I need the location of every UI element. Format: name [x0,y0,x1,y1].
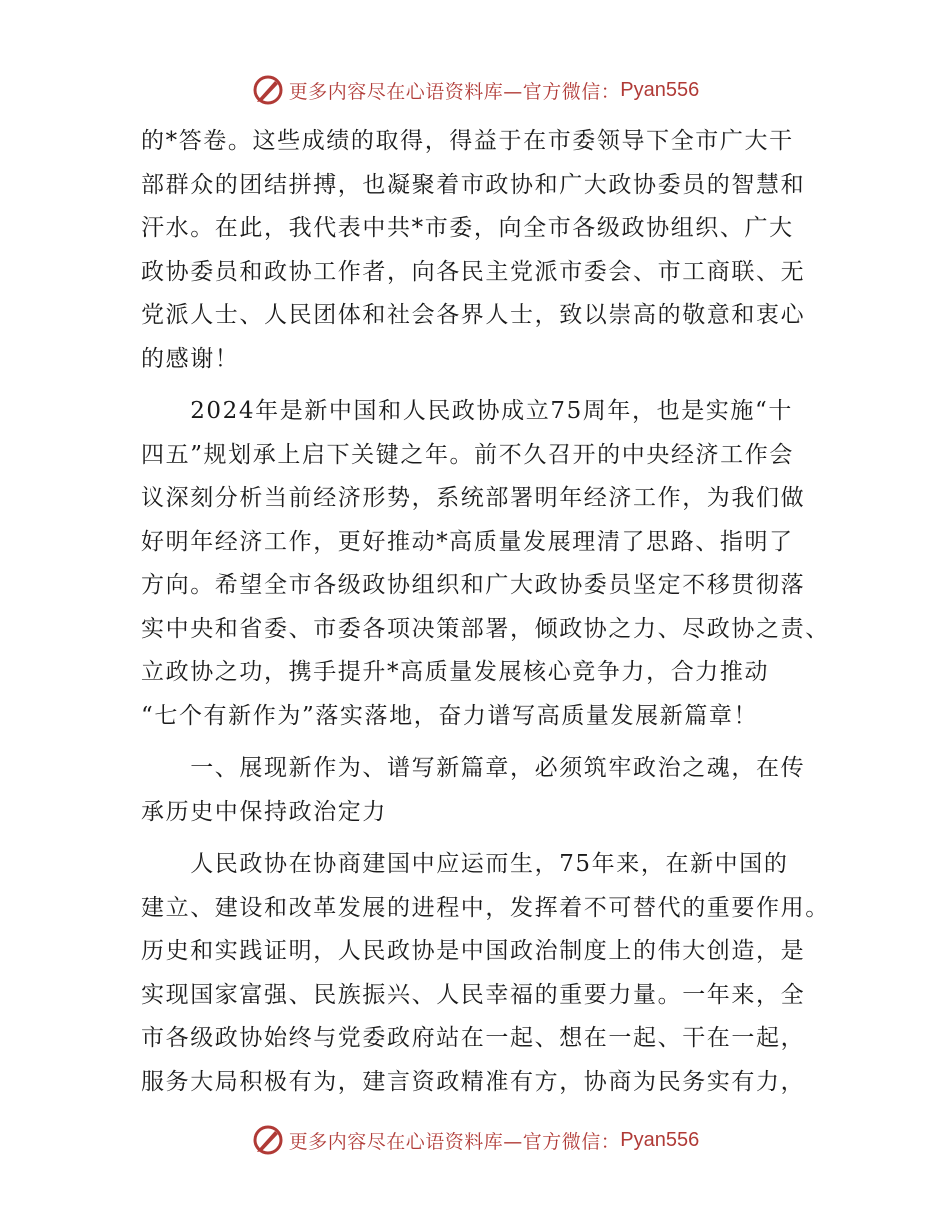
text-line: 服务大局积极有为，建言资政精准有方，协商为民务实有力， [141,1068,806,1095]
text-line: 承历史中保持政治定力 [141,798,387,825]
section-heading [141,747,813,834]
footer-banner [0,1120,950,1160]
banner-text: 更多内容尽在心语资料库—官方微信： [288,1130,621,1153]
text-line: 汗水。在此，我代表中共*市委，向全市各级政协组织、广大 [141,215,794,241]
text-line: 四五”规划承上启下关键之年。前不久召开的中央经济工作会 [141,441,794,468]
text-line: 党派人士、人民团体和社会各界人士，致以崇高的敬意和衷心 [141,302,806,328]
text-line: 一、展现新作为、谱写新篇章，必须筑牢政治之魂，在传 [141,755,806,781]
paragraph [141,843,830,1104]
text-line: 立政协之功，携手提升*高质量发展核心竞争力，合力推动 [141,659,770,685]
wechat-id: Pyan556 [620,1128,700,1151]
text-line: 实现国家富强、民族振兴、人民幸福的重要力量。一年来，全 [141,981,806,1008]
text-line: 市各级政协始终与党委政府站在一起、想在一起、干在一起， [141,1025,806,1051]
document-body [141,120,830,1104]
text-line: 的感谢！ [141,345,240,372]
text-line: 方向。希望全市各级政协组织和广大政协委员坚定不移贯彻落 [141,572,806,598]
text-line: 2024年是新中国和人民政协成立75周年，也是实施“十 [141,398,793,424]
text-line: 好明年经济工作，更好推动*高质量发展理清了思路、指明了 [141,528,794,555]
pen-logo-icon [251,73,285,107]
text-line: 部群众的团结拼搏，也凝聚着市政协和广大政协委员的智慧和 [141,171,806,198]
text-line: 政协委员和政协工作者，向各民主党派市委会、市工商联、无 [141,258,806,285]
pen-logo-icon [251,1123,285,1157]
text-line: 历史和实践证明，人民政协是中国政治制度上的伟大创造，是 [141,938,806,964]
text-line: 实中央和省委、市委各项决策部署，倾政协之力、尽政协之责、 [141,615,830,642]
text-line: 建立、建设和改革发展的进程中，发挥着不可替代的重要作用。 [141,894,830,921]
text-line: 的*答卷。这些成绩的取得，得益于在市委领导下全市广大干 [141,128,794,154]
banner-text: 更多内容尽在心语资料库—官方微信： [288,80,621,103]
wechat-id: Pyan556 [620,78,700,101]
text-line: 人民政协在协商建国中应运而生，75年来，在新中国的 [141,851,789,877]
text-line: “七个有新作为”落实落地，奋力谱写高质量发展新篇章！ [141,702,759,729]
header-banner [0,70,950,110]
text-line: 议深刻分析当前经济形势，系统部署明年经济工作，为我们做 [141,485,806,511]
paragraph [141,120,813,381]
paragraph [141,390,830,738]
